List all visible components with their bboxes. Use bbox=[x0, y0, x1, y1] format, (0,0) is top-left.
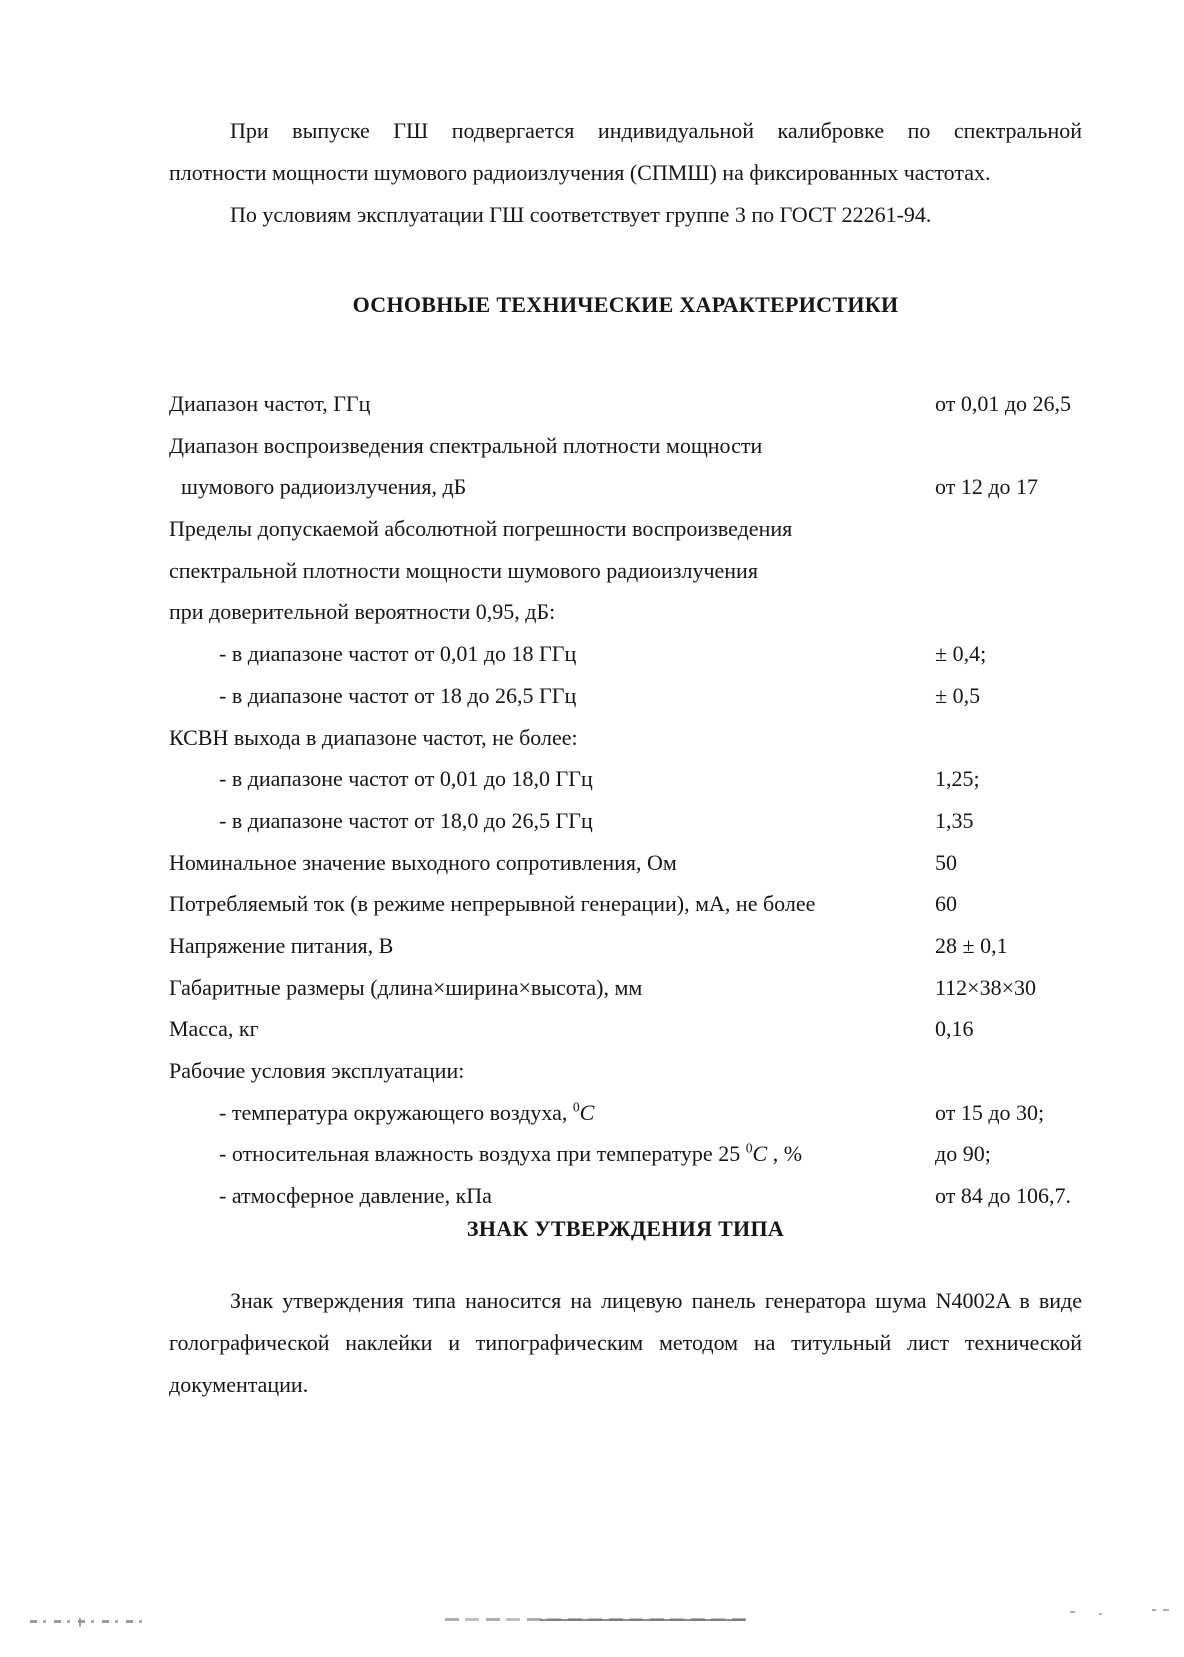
spec-row-dimensions bbox=[169, 967, 1082, 1009]
spec-label: при доверительной вероятности 0,95, дБ: bbox=[169, 599, 556, 625]
approval-line-2: голографической наклейки и типографическим методом на титульный лист технической bbox=[169, 1330, 1082, 1355]
celsius-symbol: C bbox=[579, 1099, 595, 1125]
spec-label: - в диапазоне частот от 18 до 26,5 ГГц bbox=[219, 682, 577, 708]
spec-row-ambient-temperature bbox=[169, 1092, 1082, 1134]
spec-row-supply-voltage bbox=[169, 925, 1082, 967]
scan-artifact-center bbox=[445, 1618, 747, 1621]
scan-artifact-speck bbox=[1099, 1613, 1102, 1615]
spec-value: ± 0,4; bbox=[935, 641, 987, 667]
section-title-technical-characteristics: ОСНОВНЫЕ ТЕХНИЧЕСКИЕ ХАРАКТЕРИСТИКИ bbox=[352, 292, 899, 317]
intro-paragraph bbox=[169, 110, 1082, 236]
spec-row-relative-humidity bbox=[169, 1133, 1082, 1175]
spec-label: Потребляемый ток (в режиме непрерывной генерации), мА, не более bbox=[169, 891, 816, 917]
intro-line-2: плотности мощности шумового радиоизлучения (СПМШ) на фиксированных частотах. bbox=[169, 160, 991, 185]
approval-line-1: Знак утверждения типа наносится на лицевую панель генератора шума N4002A в виде bbox=[230, 1288, 1082, 1313]
spec-value: от 0,01 до 26,5 bbox=[935, 391, 1072, 416]
spec-row-error-18-265 bbox=[169, 675, 1082, 717]
spec-label: - в диапазоне частот от 18,0 до 26,5 ГГц bbox=[219, 807, 593, 833]
spec-label: Габаритные размеры (длина×ширина×высота), мм bbox=[169, 974, 643, 1000]
spec-value: 0,16 bbox=[935, 1016, 974, 1042]
approval-line-3: документации. bbox=[169, 1372, 309, 1397]
spec-label: спектральной плотности мощности шумового радиоизлучения bbox=[169, 557, 758, 583]
spec-value: 50 bbox=[935, 849, 957, 875]
scan-artifact-left bbox=[30, 1620, 142, 1623]
spec-label: - в диапазоне частот от 0,01 до 18,0 ГГц bbox=[219, 766, 593, 792]
scan-artifact-speck bbox=[1070, 1611, 1075, 1613]
spec-label: Масса, кг bbox=[169, 1016, 259, 1042]
degree-superscript: 0 bbox=[745, 1141, 753, 1157]
celsius-symbol: C bbox=[752, 1141, 768, 1167]
spec-row-frequency-range bbox=[169, 383, 1082, 425]
approval-paragraph bbox=[169, 1280, 1082, 1406]
spec-label: Рабочие условия эксплуатации: bbox=[169, 1058, 465, 1083]
degree-superscript: 0 bbox=[572, 1099, 580, 1115]
section-title-type-approval-mark: ЗНАК УТВЕРЖДЕНИЯ ТИПА bbox=[466, 1216, 785, 1241]
spec-row-error-limits-cont-2 bbox=[169, 591, 1082, 633]
spec-label: Диапазон воспроизведения спектральной плотности мощности bbox=[169, 432, 763, 458]
spec-row-error-001-18 bbox=[169, 633, 1082, 675]
spec-label: - в диапазоне частот от 0,01 до 18 ГГц bbox=[219, 641, 577, 667]
spec-label: шумового радиоизлучения, дБ bbox=[181, 474, 467, 500]
spec-value: до 90; bbox=[935, 1141, 991, 1167]
scan-artifact-left-tick bbox=[79, 1618, 81, 1627]
spec-value: 60 bbox=[935, 891, 957, 917]
spec-row-error-limits bbox=[169, 508, 1082, 550]
spec-row-vswr bbox=[169, 717, 1082, 759]
specs-table bbox=[169, 383, 1082, 1217]
spec-row-spectral-density-range-cont bbox=[169, 466, 1082, 508]
spec-label: Пределы допускаемой абсолютной погрешности воспроизведения bbox=[169, 516, 793, 542]
spec-value: от 12 до 17 bbox=[935, 474, 1039, 500]
spec-row-error-limits-cont-1 bbox=[169, 550, 1082, 592]
scan-artifact-speck bbox=[1163, 1609, 1169, 1611]
spec-row-spectral-density-range bbox=[169, 425, 1082, 467]
scan-artifact-center-line bbox=[540, 1619, 745, 1621]
intro-line-1: При выпуске ГШ подвергается индивидуальной калибровке по спектральной bbox=[230, 118, 1082, 143]
spec-row-output-impedance bbox=[169, 842, 1082, 884]
spec-label: КСВН выхода в диапазоне частот, не более: bbox=[169, 724, 578, 750]
spec-value: 1,25; bbox=[935, 766, 980, 792]
spec-value: 1,35 bbox=[935, 807, 974, 833]
spec-value: ± 0,5 bbox=[935, 682, 981, 708]
spec-label: - относительная влажность воздуха при температуре 25 $^0$C , % bbox=[219, 1141, 803, 1167]
spec-row-mass bbox=[169, 1008, 1082, 1050]
scan-artifact-speck bbox=[1152, 1609, 1156, 1611]
spec-value: от 15 до 30; bbox=[935, 1099, 1045, 1125]
spec-label: Номинальное значение выходного сопротивления, Ом bbox=[169, 849, 677, 875]
spec-value: от 84 до 106,7. bbox=[935, 1183, 1072, 1209]
spec-label: - температура окружающего воздуха, $^0$C bbox=[219, 1099, 595, 1125]
spec-value: 112×38×30 bbox=[935, 974, 1036, 1000]
spec-label: Диапазон частот, ГГц bbox=[169, 391, 371, 416]
spec-row-current-consumption bbox=[169, 883, 1082, 925]
spec-row-operating-conditions bbox=[169, 1050, 1082, 1092]
spec-value: 28 ± 0,1 bbox=[935, 932, 1008, 958]
spec-row-vswr-180-265 bbox=[169, 800, 1082, 842]
spec-row-vswr-001-180 bbox=[169, 758, 1082, 800]
intro-line-3: По условиям эксплуатации ГШ соответствует группе 3 по ГОСТ 22261-94. bbox=[230, 202, 932, 227]
spec-label: Напряжение питания, В bbox=[169, 932, 394, 958]
spec-label: - атмосферное давление, кПа bbox=[219, 1183, 492, 1209]
